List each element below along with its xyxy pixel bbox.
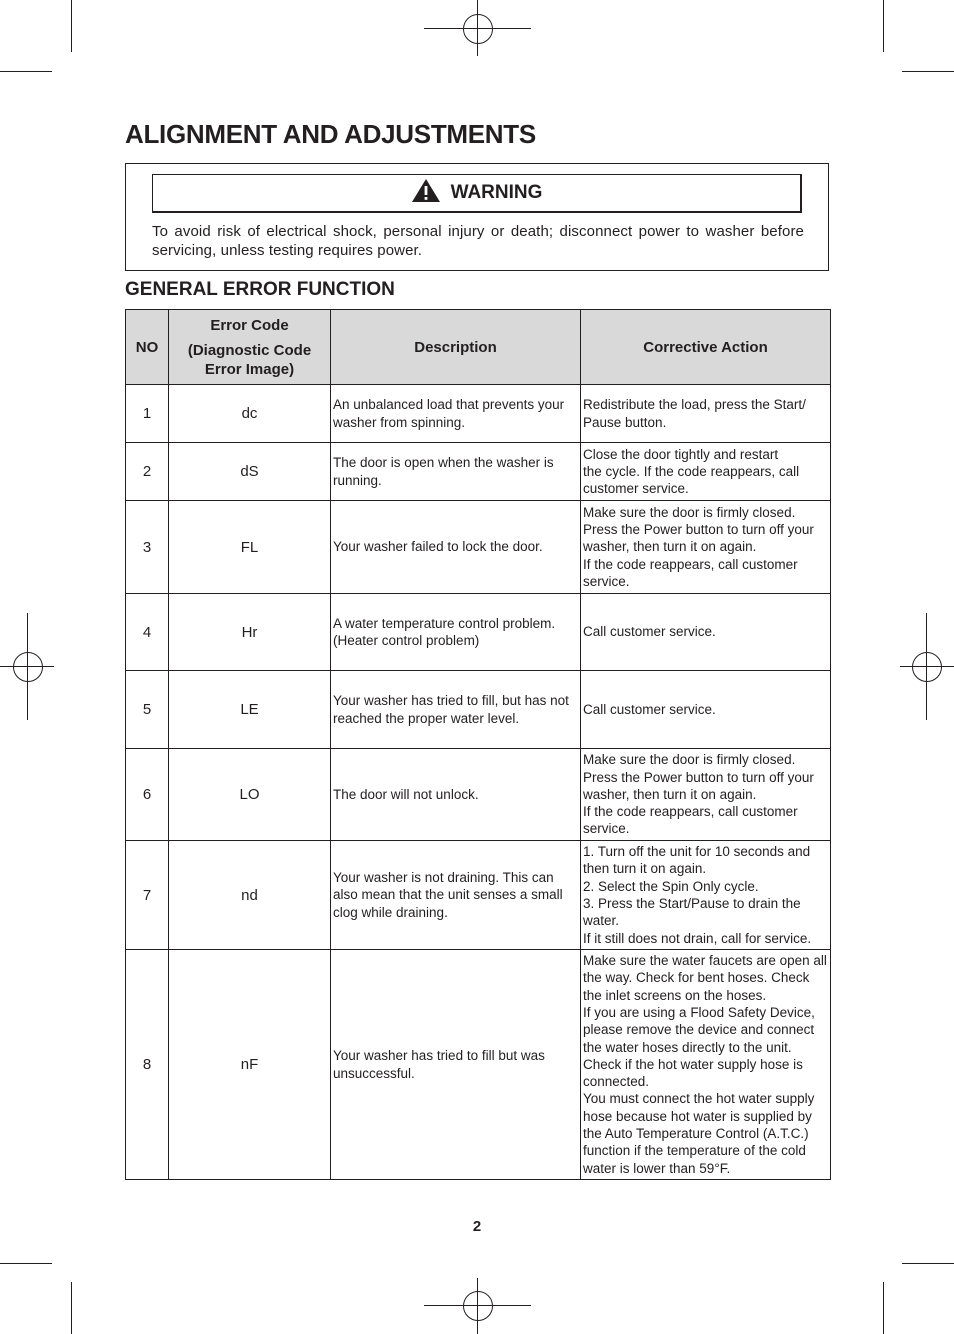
- table-row: [126, 841, 831, 950]
- header-error-code-subtitle: (Diagnostic Code Error Image): [187, 341, 312, 378]
- header-no: NO: [126, 310, 169, 385]
- section-title: GENERAL ERROR FUNCTION: [125, 279, 395, 300]
- error-description: An unbalanced load that prevents your washer from spinning.: [331, 385, 581, 443]
- warning-heading: WARNING: [450, 182, 543, 203]
- table-row: [126, 749, 831, 841]
- error-code: LO: [169, 749, 331, 841]
- header-description: Description: [331, 310, 581, 385]
- error-description: A water temperature control problem. (Heater control problem): [331, 594, 581, 671]
- row-number: 4: [126, 594, 169, 671]
- row-number: 1: [126, 385, 169, 443]
- error-code: LE: [169, 671, 331, 749]
- table-row: [126, 385, 831, 443]
- error-code: nd: [169, 841, 331, 950]
- corrective-action: Make sure the water faucets are open all the way. Check for bent hoses. Check the inlet screens on the hoses. If you are using a Flood Safety Device, please remove the device and connect the water hoses directly to the unit. Check if the hot water supply hose is connected. You must connect the hot water supply hose because hot water is supplied by the Auto Temperature Control (A.T.C.) function if the temperature of the cold water is lower than 59°F.: [581, 950, 831, 1180]
- error-description: Your washer is not draining. This can also mean that the unit senses a small clog while draining.: [331, 841, 581, 950]
- row-number: 2: [126, 443, 169, 501]
- table-row: [126, 671, 831, 749]
- error-code: nF: [169, 950, 331, 1180]
- error-description: Your washer failed to lock the door.: [331, 501, 581, 594]
- warning-text: To avoid risk of electrical shock, personal injury or death; disconnect power to washer before servicing, unless testing requires power.: [152, 223, 804, 259]
- error-code: Hr: [169, 594, 331, 671]
- corrective-action: Call customer service.: [581, 594, 831, 671]
- error-code: FL: [169, 501, 331, 594]
- row-number: 8: [126, 950, 169, 1180]
- row-number: 5: [126, 671, 169, 749]
- corrective-action: Make sure the door is firmly closed. Press the Power button to turn off your washer, then turn it on again. If the code reappears, call customer service.: [581, 749, 831, 841]
- corrective-action: Call customer service.: [581, 671, 831, 749]
- table-row: [126, 594, 831, 671]
- corrective-action: Redistribute the load, press the Start/ Pause button.: [581, 385, 831, 443]
- error-description: Your washer has tried to fill, but has not reached the proper water level.: [331, 671, 581, 749]
- corrective-action: 1. Turn off the unit for 10 seconds and then turn it on again. 2. Select the Spin Only cycle. 3. Press the Start/Pause to drain the water. If it still does not drain, call for service.: [581, 841, 831, 950]
- warning-box: [125, 163, 829, 271]
- header-error-code: [169, 310, 331, 385]
- header-corrective-action: Corrective Action: [581, 310, 831, 385]
- table-row: [126, 950, 831, 1180]
- error-description: The door is open when the washer is running.: [331, 443, 581, 501]
- error-code: dS: [169, 443, 331, 501]
- page-title: ALIGNMENT AND ADJUSTMENTS: [125, 119, 536, 149]
- row-number: 3: [126, 501, 169, 594]
- warning-triangle-icon: [411, 178, 441, 209]
- corrective-action: Make sure the door is firmly closed. Press the Power button to turn off your washer, then turn it on again. If the code reappears, call customer service.: [581, 501, 831, 594]
- warning-header: [152, 174, 802, 213]
- error-description: The door will not unlock.: [331, 749, 581, 841]
- table-row: [126, 443, 831, 501]
- table-header-row: [126, 310, 831, 385]
- header-error-code-title: Error Code: [210, 316, 289, 334]
- corrective-action: Close the door tightly and restart the cycle. If the code reappears, call customer service.: [581, 443, 831, 501]
- error-code-table: [125, 309, 831, 1180]
- error-description: Your washer has tried to fill but was unsuccessful.: [331, 950, 581, 1180]
- error-code: dc: [169, 385, 331, 443]
- row-number: 6: [126, 749, 169, 841]
- row-number: 7: [126, 841, 169, 950]
- table-row: [126, 501, 831, 594]
- page-number: 2: [472, 1218, 482, 1235]
